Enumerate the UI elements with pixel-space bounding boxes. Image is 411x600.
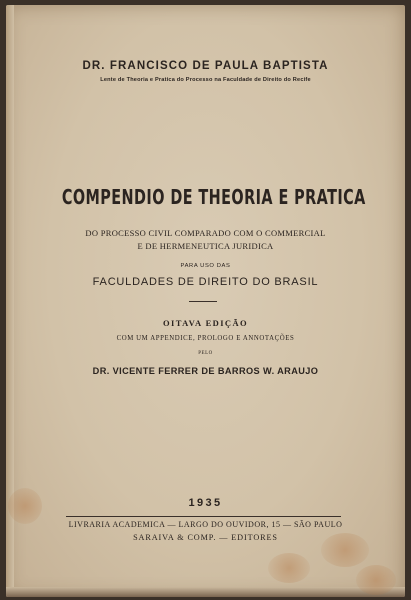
title-page	[6, 5, 405, 597]
editor-name: DR. VICENTE FERRER DE BARROS W. ARAUJO	[92, 366, 319, 376]
publisher-name: SARAIVA & COMP. — EDITORES	[133, 533, 278, 542]
divider-long	[66, 516, 341, 517]
divider-short	[189, 301, 217, 302]
page-edge-bottom	[6, 587, 405, 597]
foxing-stain	[268, 553, 310, 583]
book-title: COMPENDIO DE THEORIA E PRATICA	[61, 185, 366, 209]
author-name: DR. FRANCISCO DE PAULA BAPTISTA	[82, 60, 329, 72]
para-uso-das: PARA USO DAS	[180, 263, 231, 269]
author-position: Lente de Theoria e Pratica do Processo na Faculdade de Direito do Recife	[100, 77, 311, 83]
faculdades-line: FACULDADES DE DIREITO DO BRASIL	[92, 276, 319, 288]
foxing-stain	[356, 565, 396, 595]
appendix-line: COM UM APPENDICE, PROLOGO E ANNOTAÇÕES	[116, 335, 295, 342]
pelo-line: PELO	[198, 351, 213, 356]
subtitle-line-1: DO PROCESSO CIVIL COMPARADO COM O COMMERCIAL	[85, 228, 326, 238]
publication-year: 1935	[188, 497, 223, 509]
subtitle-line-2: E DE HERMENEUTICA JURIDICA	[137, 241, 274, 251]
edition-label: OITAVA EDIÇÃO	[162, 318, 249, 328]
publisher-address: LIVRARIA ACADEMICA — LARGO DO OUVIDOR, 15 — SÃO PAULO	[68, 520, 343, 529]
